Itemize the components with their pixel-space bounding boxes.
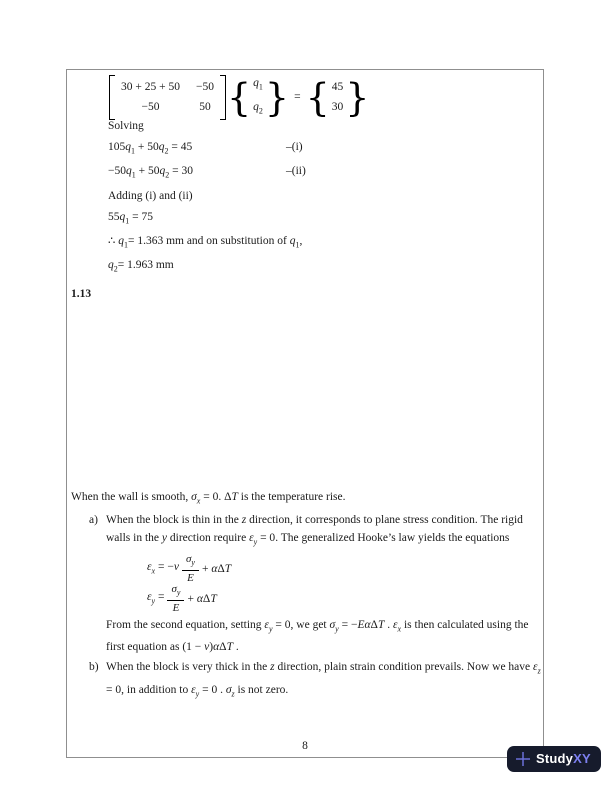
page-number: 8 [302, 740, 308, 752]
logo-text-primary: Study [536, 751, 574, 766]
logo-text-secondary: XY [573, 751, 591, 766]
brace-open-icon: { [226, 74, 252, 120]
brace-close-icon: } [264, 74, 290, 120]
q-vector-cell: $q_2$ [253, 101, 263, 116]
denominator: E [172, 602, 180, 615]
eq-x-lhs: $\varepsilon_x = -\nu$ [147, 560, 179, 576]
matrix-cell: −50 [195, 81, 214, 94]
eq-x-tail: + αΔT [201, 563, 232, 576]
item-b-text: When the block is very thick in the z direction, plain strain condition prevails. Now we have $\varepsilon_z = 0$, in addition to $\varepsilon_y = 0$ . $\sigma_z$ is not zero. [106, 661, 541, 698]
studyxy-logo[interactable] [507, 746, 601, 772]
fraction [182, 553, 199, 585]
solution-113 [71, 488, 543, 703]
eq-y-lhs: $\varepsilon_y$ = [147, 590, 165, 606]
intro-paragraph: When the wall is smooth, $\sigma_x = 0$. ΔT is the temperature rise. [71, 491, 346, 506]
stiffness-matrix [115, 75, 220, 119]
hooke-equation-x [147, 554, 543, 584]
equals-sign: = [294, 91, 301, 104]
equation-label-i: –(i) [286, 141, 303, 153]
list-item-b [71, 658, 543, 703]
fraction [167, 583, 184, 615]
item-a-marker: a) [89, 513, 98, 526]
numerator: $\sigma_y$ [167, 583, 184, 601]
equation-ii: $-50q_1 + 50q_2 = 30$ [108, 165, 193, 180]
result-line-1: ∴ $q_1= 1.363$ mm and on substitution of $q_1$, [108, 234, 303, 250]
matrix-cell: 50 [199, 101, 211, 114]
item-a-text: When the block is thin in the z direction, it corresponds to plane stress condition. The rigid walls in the y direction require $\varepsilon_y = 0$. The generalized Hooke’s law yields the equations [106, 513, 523, 547]
item-b-marker: b) [89, 661, 99, 674]
list-item-a [71, 511, 543, 551]
after-note: From the second equation, setting $\varepsilon_y = 0$, we get $\sigma_y = -E\alpha\Delta T$ . $\varepsilon_x$ is then calculated using the first equation as (1 − ν)αΔT . [106, 619, 529, 654]
matrix-cell: −50 [141, 101, 160, 114]
hooke-equations [147, 554, 543, 614]
plus-icon [515, 751, 531, 767]
result-line-2: $q_2= 1.963$ mm [108, 259, 174, 274]
hooke-equation-y [147, 584, 543, 614]
adding-line: Adding (i) and (ii) [108, 189, 193, 202]
q-vector-cell: $q_1$ [253, 77, 263, 92]
solving-label: Solving [108, 120, 144, 132]
brace-open-icon: { [305, 74, 330, 120]
equation-label-ii: –(ii) [286, 165, 306, 178]
equation-line-i [108, 137, 508, 161]
sum-equation: $55q_1 = 75$ [108, 210, 153, 225]
equation-line-ii [108, 161, 508, 185]
brace-close-icon: } [345, 74, 370, 120]
matrix-bracket-right [220, 75, 226, 120]
rhs-vector-cell: 30 [331, 101, 344, 114]
solution-steps [108, 116, 508, 279]
eq-y-tail: + αΔT [187, 593, 217, 606]
matrix-cell: 30 + 25 + 50 [121, 81, 180, 94]
matrix-equation [109, 73, 370, 122]
q-vector [252, 73, 264, 122]
denominator: E [187, 572, 194, 585]
problem-number: 1.13 [71, 288, 92, 300]
equation-i: $105q_1 + 50q_2 = 45$ [108, 141, 193, 156]
rhs-vector-cell: 45 [331, 81, 344, 94]
numerator: $\sigma_y$ [182, 553, 199, 571]
document-page-frame [66, 69, 544, 758]
logo-text-wrap [536, 750, 591, 768]
rhs-vector [331, 77, 345, 117]
